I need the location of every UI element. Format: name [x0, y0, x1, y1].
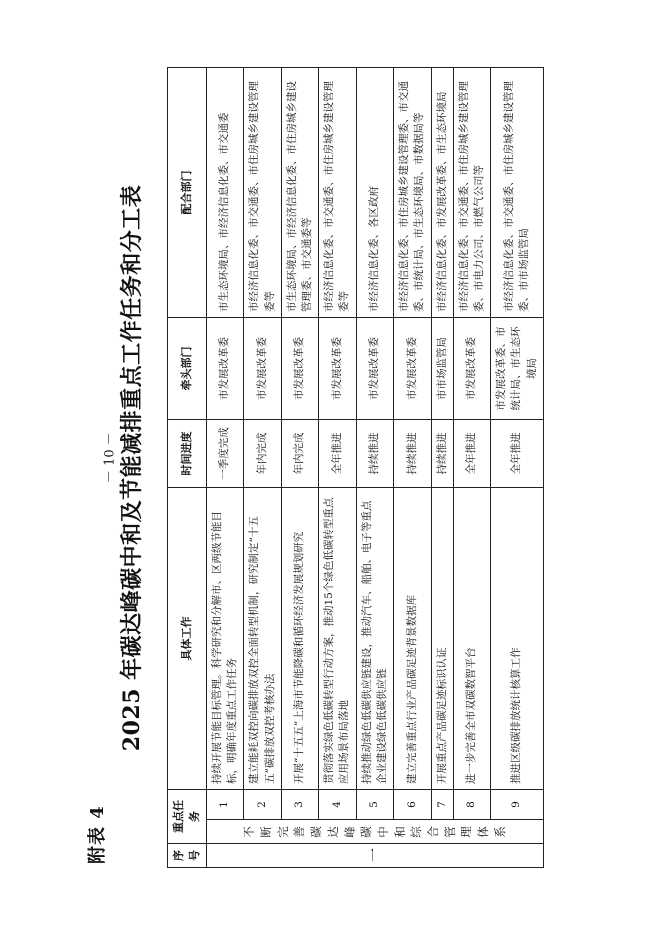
table-row — [431, 68, 453, 868]
row-number: 3 — [281, 790, 318, 820]
col-header-index: 序号 — [168, 844, 207, 868]
row-lead-dept: 市发展改革委 — [453, 318, 490, 420]
row-number: 6 — [394, 790, 431, 820]
table-row — [244, 68, 281, 868]
row-task: 持续推动绿色低碳供应链建设，推动汽车、船舶、电子等重点企业建设绿色低碳供应链 — [356, 488, 393, 790]
row-task: 建立能耗双控向碳排放双控全面转型机制，研究制定“十五五”碳排放双控考核办法 — [244, 488, 281, 790]
col-header-lead-dept: 牵头部门 — [168, 318, 207, 420]
row-support-dept: 市经济信息化委、各区政府 — [356, 68, 393, 318]
row-lead-dept: 市发展改革委、市统计局、市生态环境局 — [491, 318, 544, 420]
row-support-dept: 市生态环境局、市经济信息化委、市住房城乡建设管理委、市交通委等 — [281, 68, 318, 318]
table-row — [394, 68, 431, 868]
row-number: 5 — [356, 790, 393, 820]
row-task: 开展“十五五”上海市节能降碳和循环经济发展规划研究 — [281, 488, 318, 790]
table-row — [281, 68, 318, 868]
row-task: 建立完善重点行业产品碳足迹背景数据库 — [394, 488, 431, 790]
row-support-dept: 市经济信息化委、市住房城乡建设管理委、市交通委、市统计局、市生态环境局、市数据局等 — [394, 68, 431, 318]
table-row — [453, 68, 490, 868]
row-timeline: 全年推进 — [491, 420, 544, 488]
attachment-label: 附表 4 — [87, 805, 108, 864]
col-header-support-dept: 配合部门 — [168, 68, 207, 318]
row-timeline: 全年推进 — [453, 420, 490, 488]
row-support-dept: 市经济信息化委、市交通委、市住房城乡建设管理委等 — [244, 68, 281, 318]
table-row — [206, 68, 243, 868]
row-support-dept: 市经济信息化委、市发展改革委、市生态环境局 — [431, 68, 453, 318]
row-timeline: 年内完成 — [281, 420, 318, 488]
table-row — [491, 68, 544, 868]
row-task: 推进区级碳排放统计核算工作 — [491, 488, 544, 790]
page-number: － 10 － — [102, 432, 118, 483]
row-number: 9 — [491, 790, 544, 820]
table-row — [356, 68, 393, 868]
category-index: 一 — [206, 844, 543, 868]
row-lead-dept: 市发展改革委 — [244, 318, 281, 420]
row-lead-dept: 市发展改革委 — [356, 318, 393, 420]
row-task: 贯彻落实绿色低碳转型行动方案，推动15个绿色低碳转型重点应用场景布局落地 — [319, 488, 356, 790]
row-support-dept: 市经济信息化委、市交通委、市住房城乡建设管理委、市市场监管局 — [491, 68, 544, 318]
row-support-dept: 市经济信息化委、市交通委、市住房城乡建设管理委等 — [319, 68, 356, 318]
row-timeline: 持续推进 — [356, 420, 393, 488]
table-row — [319, 68, 356, 868]
row-timeline: 年内完成 — [244, 420, 281, 488]
row-timeline: 持续推进 — [394, 420, 431, 488]
row-number: 8 — [453, 790, 490, 820]
row-support-dept: 市经济信息化委、市交通委、市住房城乡建设管理委、市电力公司、市燃气公司等 — [453, 68, 490, 318]
row-number: 2 — [244, 790, 281, 820]
row-number: 7 — [431, 790, 453, 820]
row-lead-dept: 市发展改革委 — [281, 318, 318, 420]
col-header-key-task: 重点任务 — [168, 790, 207, 844]
row-timeline: 持续推进 — [431, 420, 453, 488]
row-number: 1 — [206, 790, 243, 820]
row-timeline: 全年推进 — [319, 420, 356, 488]
row-task: 持续开展节能目标管理。科学研究和分解市、区两级节能目标，明确年度重点工作任务 — [206, 488, 243, 790]
row-lead-dept: 市市场监管局 — [431, 318, 453, 420]
row-timeline: 一季度完成 — [206, 420, 243, 488]
task-table — [167, 67, 544, 868]
row-task: 开展重点产品碳足迹标识认证 — [431, 488, 453, 790]
row-lead-dept: 市发展改革委 — [206, 318, 243, 420]
category-name: 不断完善碳达峰碳中和综合管理体系 — [206, 820, 543, 844]
col-header-specific-work: 具体工作 — [168, 488, 207, 790]
rotated-page-content — [71, 68, 591, 868]
row-task: 进一步完善全市双碳数智平台 — [453, 488, 490, 790]
row-lead-dept: 市发展改革委 — [394, 318, 431, 420]
col-header-timeline: 时间进度 — [168, 420, 207, 488]
row-number: 4 — [319, 790, 356, 820]
row-lead-dept: 市发展改革委 — [319, 318, 356, 420]
row-support-dept: 市生态环境局、市经济信息化委、市交通委 — [206, 68, 243, 318]
table-header-row — [168, 68, 207, 868]
page-title: 2025 年碳达峰碳中和及节能减排重点工作任务和分工表 — [119, 184, 145, 752]
